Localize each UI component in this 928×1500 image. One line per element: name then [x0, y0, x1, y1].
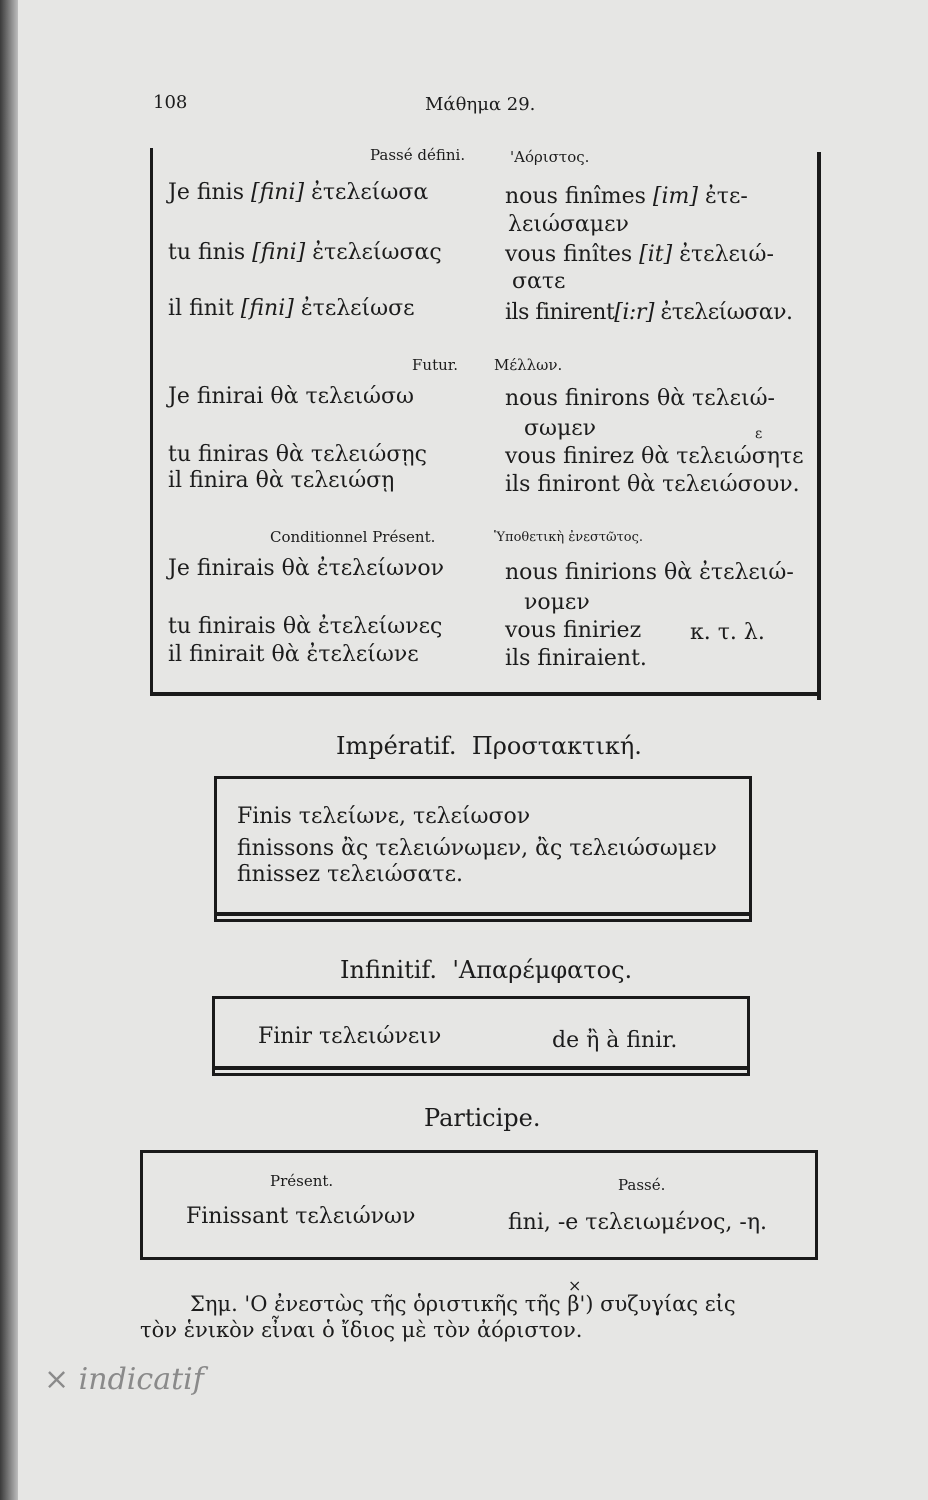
infinitive-left: Finir τελειώνειν	[258, 1024, 442, 1049]
note-insertion-mark: ×	[568, 1276, 582, 1295]
future-row-3-left: il finira θὰ τελειώσῃ	[168, 468, 395, 493]
participle-present-value: Finissant τελειώνων	[186, 1204, 416, 1229]
page-number: 108	[153, 92, 188, 113]
box-right-rule	[817, 152, 821, 700]
future-heading-fr: Futur.	[412, 356, 459, 374]
handwritten-annotation: × indicatif	[44, 1362, 204, 1397]
conditional-row-2-etc: κ. τ. λ.	[690, 620, 765, 645]
conditional-row-1-right-cont: νομεν	[524, 590, 590, 615]
conditional-row-1-left: Je finirais θὰ ἐτελείωνον	[168, 556, 445, 581]
imperative-line-3: finissez τελειώσατε.	[237, 862, 463, 887]
future-row-2-right: vous finirez θὰ τελειώσητε	[505, 444, 804, 469]
conditional-row-3-right: ils finiraient.	[505, 646, 647, 671]
note-line-2: τὸν ἑνικὸν εἶναι ὁ ἴδιος μὲ τὸν ἀόριστον.	[140, 1318, 583, 1342]
conditional-row-2-left: tu finirais θὰ ἐτελείωνες	[168, 614, 443, 639]
future-row-1-right-cont: σωμεν	[524, 416, 597, 441]
past-row-3-right: ils finirent[i:r] ἐτελείωσαν.	[505, 300, 793, 325]
infinitive-title: Infinitif. 'Απαρέμφατος.	[340, 956, 633, 984]
imperative-line-1: Finis τελείωνε, τελείωσον	[237, 804, 531, 829]
past-row-1-left: Je finis [fini] ἐτελείωσα	[168, 180, 429, 205]
conditional-row-3-left: il finirait θὰ ἐτελείωνε	[168, 642, 419, 667]
future-heading-gr: Μέλλων.	[494, 356, 563, 374]
past-row-2-right: vous finîtes [it] ἐτελειώ-	[505, 242, 774, 267]
participle-title: Participe.	[424, 1104, 541, 1132]
future-row-1-left: Je finirai θὰ τελειώσω	[168, 384, 414, 409]
past-row-2-right-cont: σατε	[512, 269, 566, 294]
past-row-3-left: il finit [fini] ἐτελείωσε	[168, 296, 415, 321]
participle-present-label: Présent.	[270, 1172, 334, 1190]
past-row-1-right-cont: λειώσαμεν	[508, 212, 629, 237]
margin-correction-mark: ε	[755, 426, 763, 442]
future-row-1-right: nous finirons θὰ τελειώ-	[505, 386, 775, 411]
running-title: Μάθημα 29.	[425, 94, 536, 115]
past-heading-gr: 'Αόριστος.	[510, 148, 590, 166]
infinitive-right: de ἢ à finir.	[552, 1028, 678, 1053]
imperative-box-lower-rule	[214, 912, 752, 916]
past-row-2-left: tu finis [fini] ἐτελείωσας	[168, 240, 442, 265]
participle-past-label: Passé.	[618, 1176, 666, 1194]
future-row-2-left: tu finiras θὰ τελειώσῃς	[168, 442, 427, 467]
infinitive-box-lower-rule	[212, 1066, 750, 1070]
conditional-row-1-right: nous finirions θὰ ἐτελειώ-	[505, 560, 794, 585]
box-left-rule	[150, 148, 153, 696]
imperative-line-2: finissons ἂς τελειώνωμεν, ἂς τελειώσωμεν	[237, 836, 717, 861]
conditional-heading-gr: Ὑποθετικὴ ἐνεστῶτος.	[494, 530, 644, 545]
past-heading-fr: Passé défini.	[370, 146, 466, 164]
conditional-heading-fr: Conditionnel Présent.	[270, 528, 436, 546]
note-line-1: Σημ. 'Ο ἐνεστὼς τῆς ὁριστικῆς τῆς β') συζυγίας εἰς	[190, 1292, 736, 1316]
conditional-row-2-right: vous finiriez	[505, 618, 642, 643]
imperative-title: Impératif. Προστακτική.	[336, 732, 642, 760]
future-row-3-right: ils finiront θὰ τελειώσουν.	[505, 472, 800, 497]
past-row-1-right: nous finîmes [im] ἐτε-	[505, 184, 748, 209]
page-edge-shadow	[0, 0, 18, 1500]
box-bottom-rule	[150, 692, 821, 696]
participle-past-value: fini, -e τελειωμένος, -η.	[508, 1210, 768, 1235]
